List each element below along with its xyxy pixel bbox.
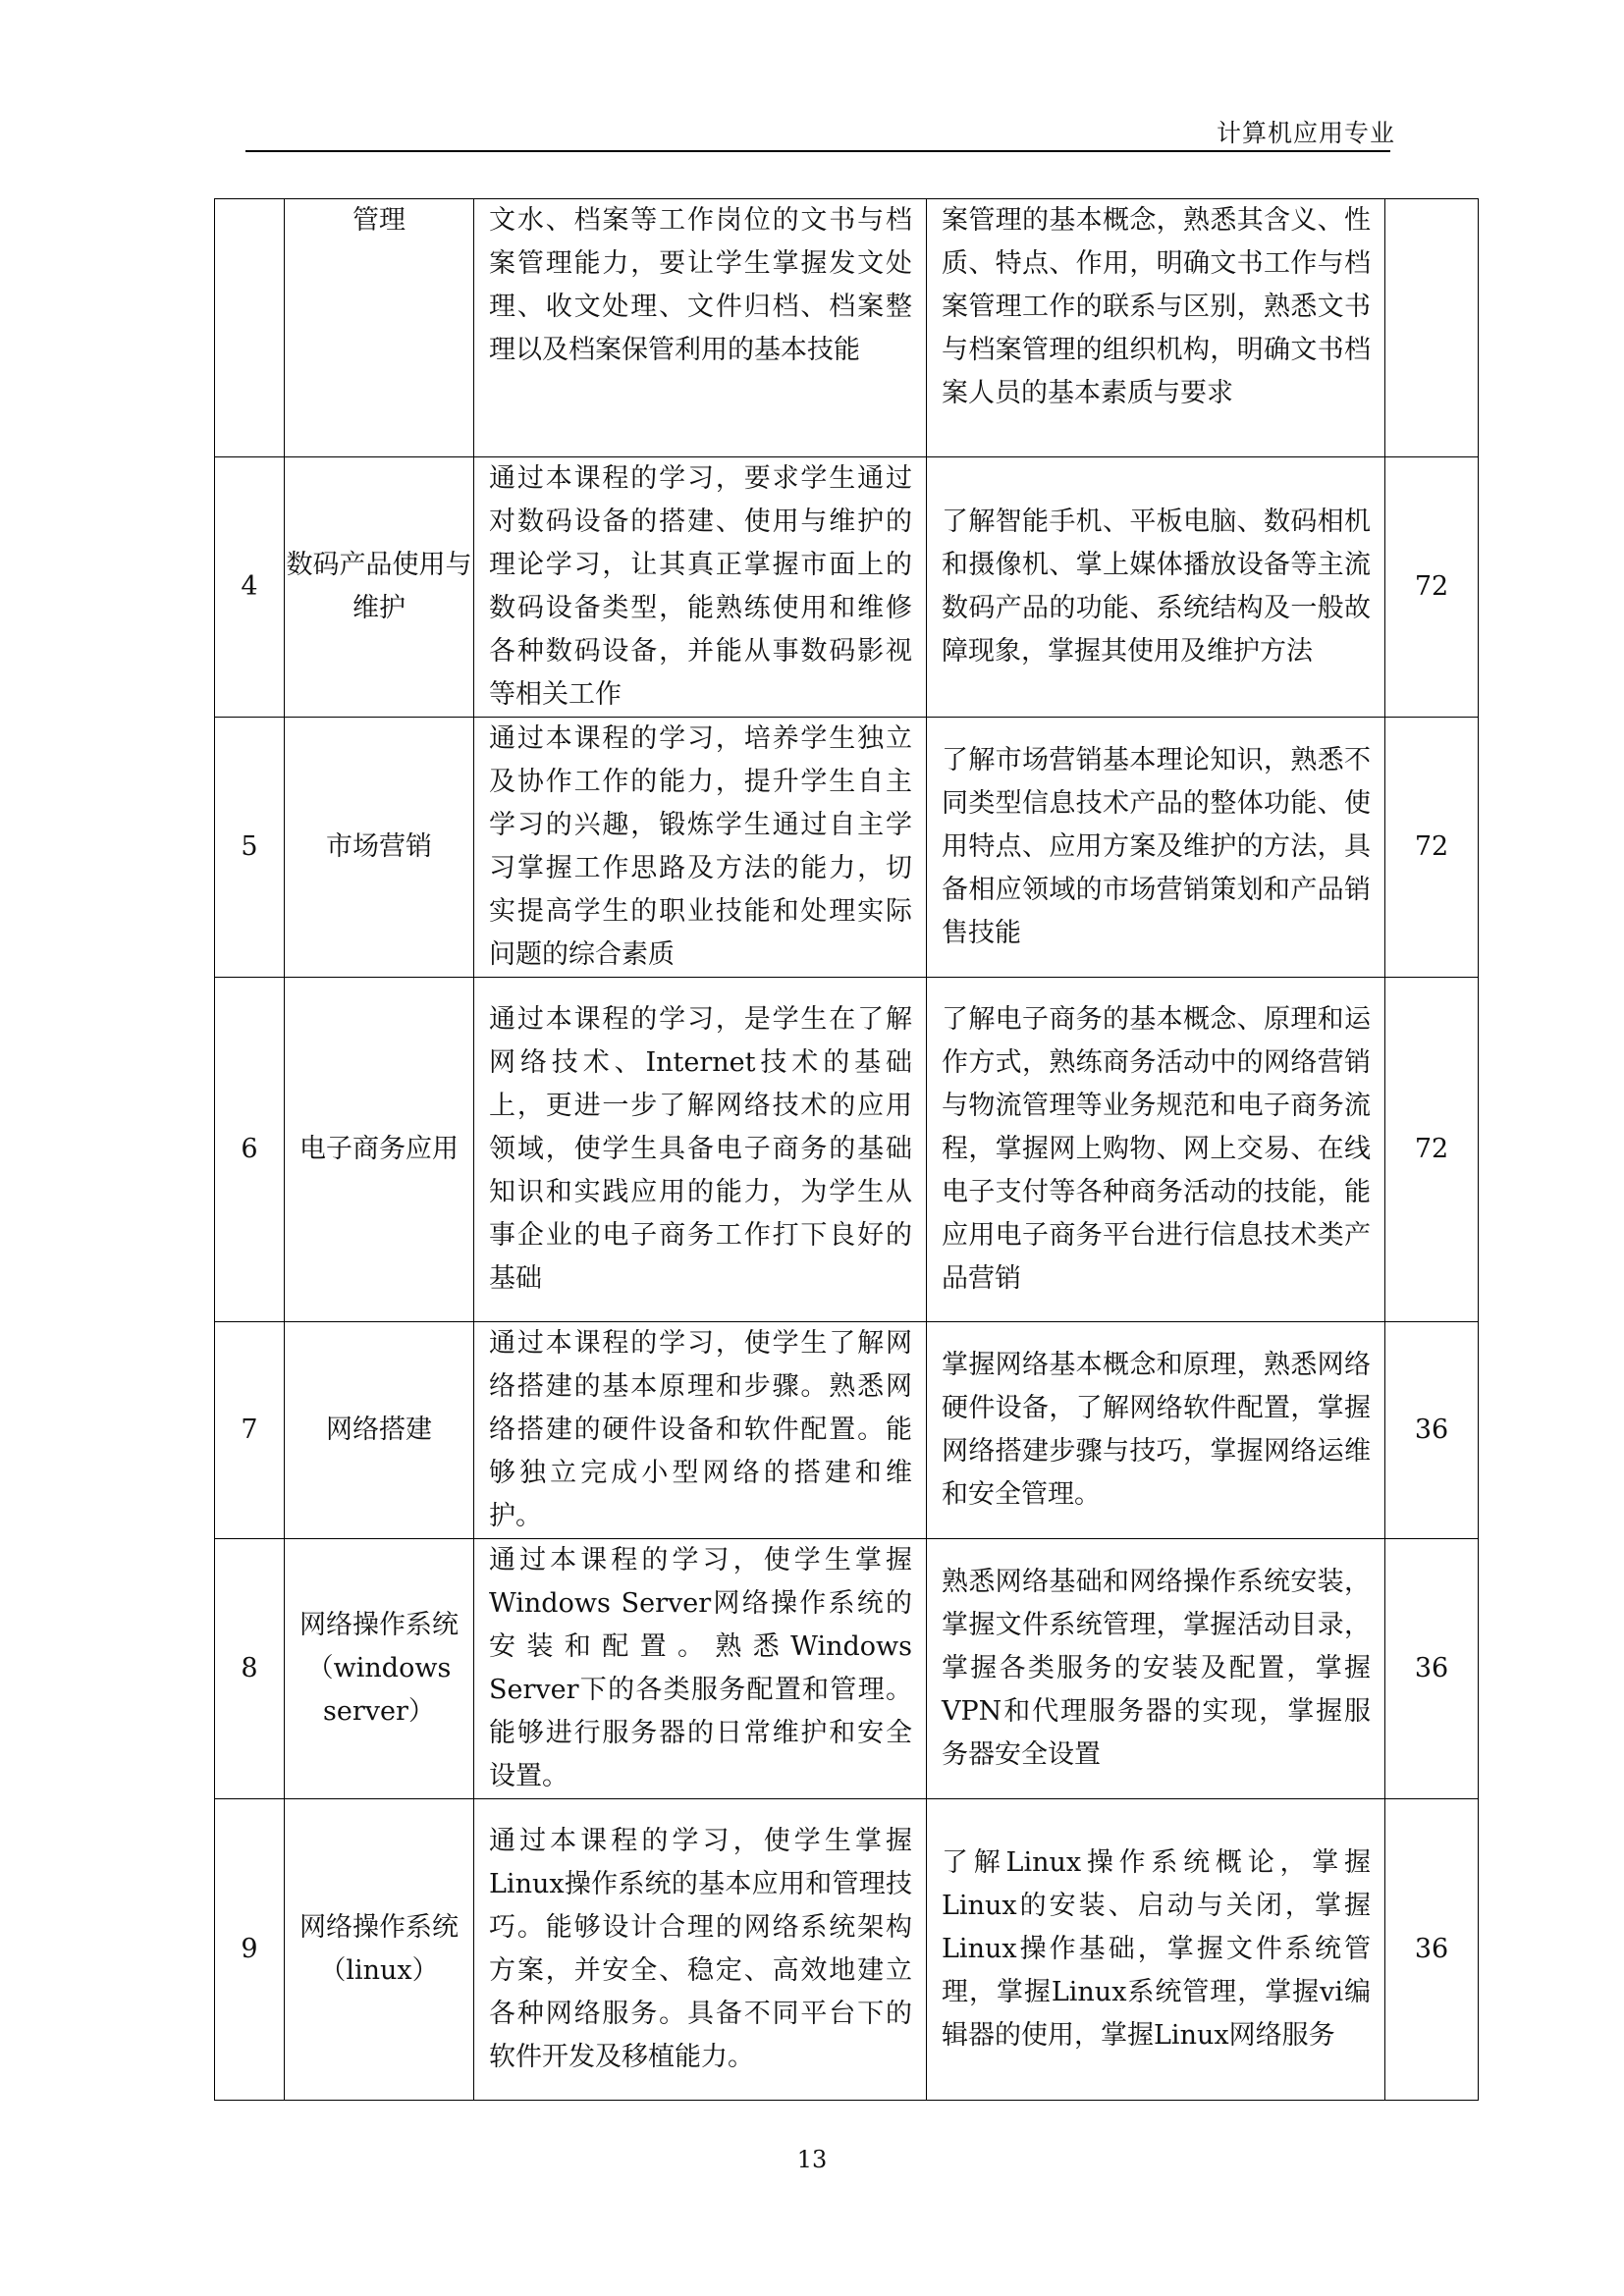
header-title: 计算机应用专业: [1216, 119, 1395, 147]
cell-course-goal: 通过本课程的学习，使学生了解网络搭建的基本原理和步骤。熟悉网络搭建的硬件设备和软件配置。能够独立完成小型网络的搭建和维护。: [474, 1322, 927, 1539]
cell-course-goal: 通过本课程的学习，培养学生独立及协作工作的能力，提升学生自主学习的兴趣，锻炼学生通过自主学习掌握工作思路及方法的能力，切实提高学生的职业技能和处理实际问题的综合素质: [474, 718, 927, 978]
cell-no: 7: [215, 1322, 285, 1539]
cell-course-requirement: 了解Linux操作系统概论，掌握Linux的安装、启动与关闭，掌握Linux操作基础，掌握文件系统管理，掌握Linux系统管理，掌握vi编辑器的使用，掌握Linux网络服务: [927, 1799, 1385, 2101]
cell-no: [215, 199, 285, 457]
course-table: [214, 198, 1479, 2101]
cell-course-name: 市场营销: [285, 718, 474, 978]
table-row: [215, 718, 1479, 978]
cell-no: 6: [215, 978, 285, 1322]
header-rule: [245, 150, 1390, 152]
cell-course-name: 电子商务应用: [285, 978, 474, 1322]
table-row: [215, 1799, 1479, 2101]
table-row: [215, 1539, 1479, 1799]
cell-hours: 36: [1385, 1799, 1479, 2101]
cell-course-requirement: 了解市场营销基本理论知识，熟悉不同类型信息技术产品的整体功能、使用特点、应用方案及维护的方法，具备相应领域的市场营销策划和产品销售技能: [927, 718, 1385, 978]
cell-hours: 36: [1385, 1322, 1479, 1539]
cell-course-goal: 通过本课程的学习，要求学生通过对数码设备的搭建、使用与维护的理论学习，让其真正掌握市面上的数码设备类型，能熟练使用和维修各种数码设备，并能从事数码影视等相关工作: [474, 457, 927, 718]
table-row: [215, 1322, 1479, 1539]
table-row: [215, 199, 1479, 457]
cell-no: 8: [215, 1539, 285, 1799]
cell-course-goal: 通过本课程的学习，使学生掌握Linux操作系统的基本应用和管理技巧。能够设计合理的网络系统架构方案，并安全、稳定、高效地建立各种网络服务。具备不同平台下的软件开发及移植能力。: [474, 1799, 927, 2101]
cell-no: 9: [215, 1799, 285, 2101]
cell-hours: 36: [1385, 1539, 1479, 1799]
table-row: [215, 457, 1479, 718]
cell-hours: 72: [1385, 978, 1479, 1322]
cell-course-name: 网络操作系统（windows server）: [285, 1539, 474, 1799]
cell-course-goal: 文水、档案等工作岗位的文书与档案管理能力，要让学生掌握发文处理、收文处理、文件归档、档案整理以及档案保管利用的基本技能: [474, 199, 927, 457]
cell-hours: [1385, 199, 1479, 457]
cell-no: 5: [215, 718, 285, 978]
cell-hours: 72: [1385, 457, 1479, 718]
cell-hours: 72: [1385, 718, 1479, 978]
page-number: 13: [796, 2146, 828, 2173]
cell-course-requirement: 熟悉网络基础和网络操作系统安装，掌握文件系统管理，掌握活动目录，掌握各类服务的安装及配置，掌握VPN和代理服务器的实现，掌握服务器安全设置: [927, 1539, 1385, 1799]
cell-course-requirement: 了解智能手机、平板电脑、数码相机和摄像机、掌上媒体播放设备等主流数码产品的功能、系统结构及一般故障现象，掌握其使用及维护方法: [927, 457, 1385, 718]
cell-course-requirement: 案管理的基本概念，熟悉其含义、性质、特点、作用，明确文书工作与档案管理工作的联系与区别，熟悉文书与档案管理的组织机构，明确文书档案人员的基本素质与要求: [927, 199, 1385, 457]
cell-course-name: 管理: [285, 199, 474, 457]
table-row: [215, 978, 1479, 1322]
cell-course-requirement: 掌握网络基本概念和原理，熟悉网络硬件设备，了解网络软件配置，掌握网络搭建步骤与技巧，掌握网络运维和安全管理。: [927, 1322, 1385, 1539]
cell-course-name: 数码产品使用与维护: [285, 457, 474, 718]
cell-course-goal: 通过本课程的学习，是学生在了解网络技术、Internet技术的基础上，更进一步了解网络技术的应用领域，使学生具备电子商务的基础知识和实践应用的能力，为学生从事企业的电子商务工作打下良好的基础: [474, 978, 927, 1322]
cell-course-requirement: 了解电子商务的基本概念、原理和运作方式，熟练商务活动中的网络营销与物流管理等业务规范和电子商务流程，掌握网上购物、网上交易、在线电子支付等各种商务活动的技能，能应用电子商务平台进行信息技术类产品营销: [927, 978, 1385, 1322]
cell-course-goal: 通过本课程的学习，使学生掌握Windows Server网络操作系统的安装和配置。熟悉Windows Server下的各类服务配置和管理。能够进行服务器的日常维护和安全设置。: [474, 1539, 927, 1799]
cell-course-name: 网络搭建: [285, 1322, 474, 1539]
cell-no: 4: [215, 457, 285, 718]
cell-course-name: 网络操作系统（linux）: [285, 1799, 474, 2101]
